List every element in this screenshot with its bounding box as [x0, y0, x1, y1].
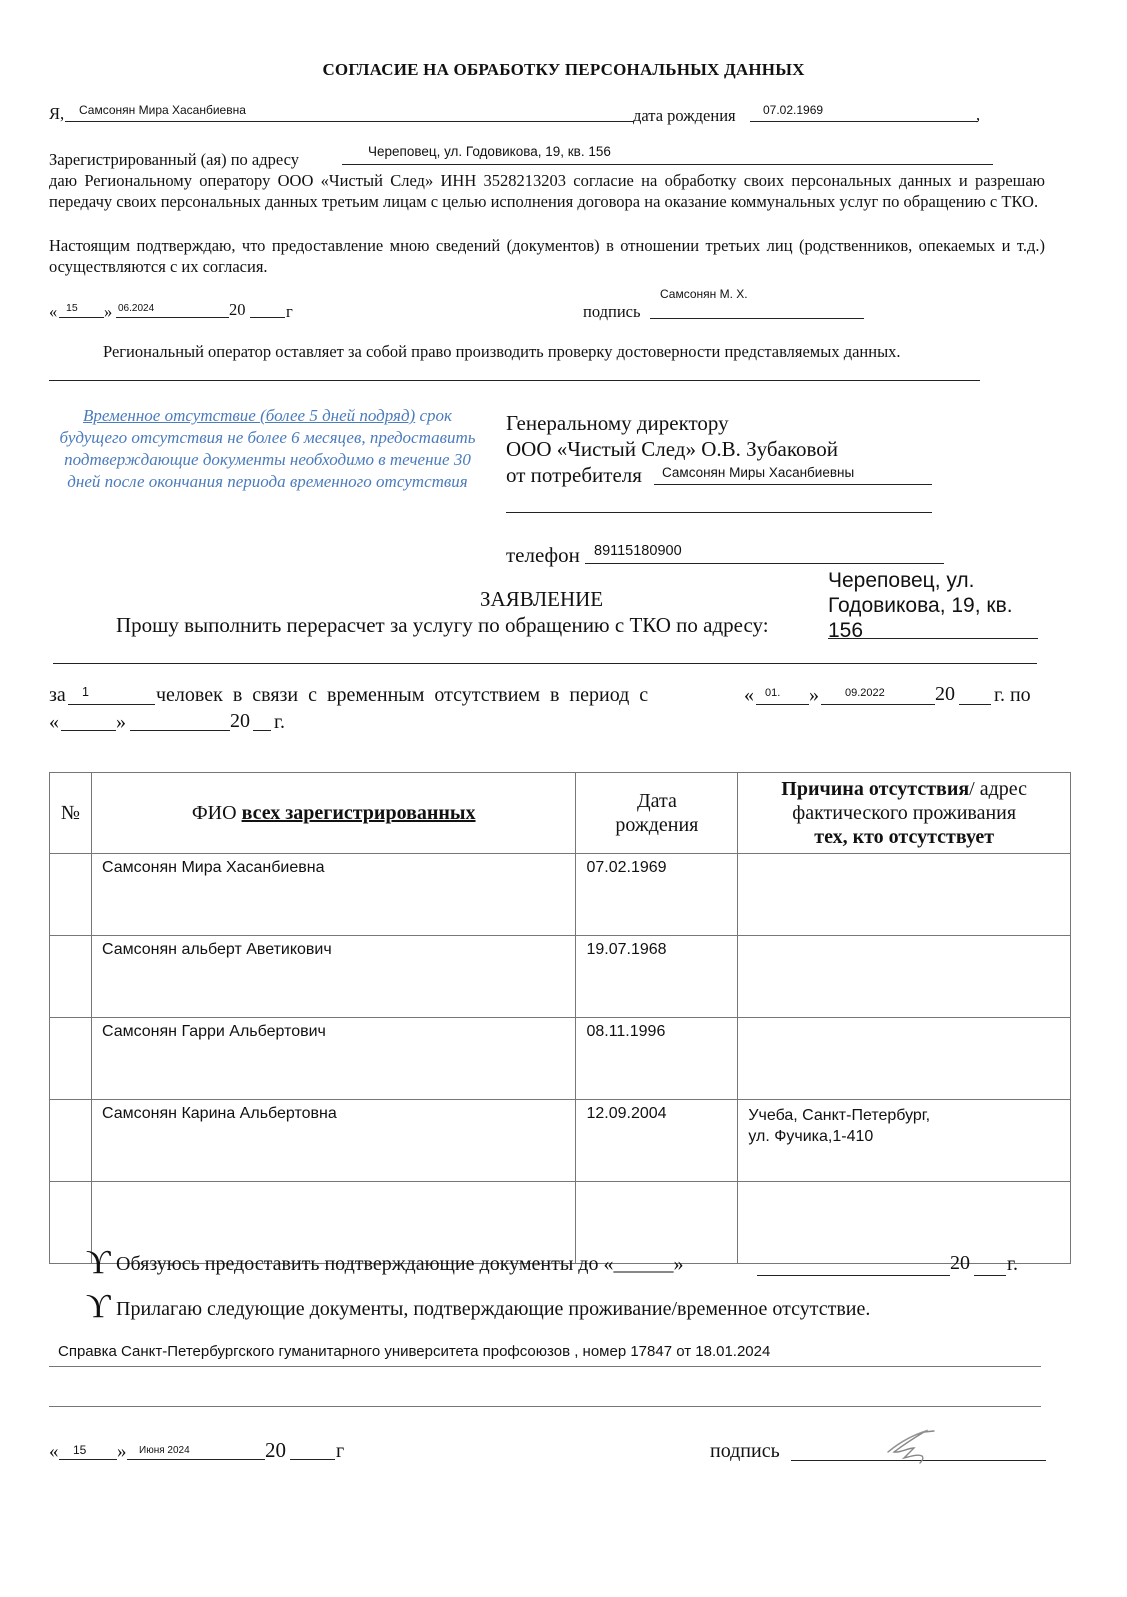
signature-label: подпись [583, 302, 641, 321]
cell-birth-text [576, 1182, 737, 1185]
cell-fio-text: Самсонян Карина Альбертовна [101, 1105, 337, 1122]
cell-reason[interactable] [738, 1018, 1071, 1100]
to-month-field[interactable] [130, 710, 230, 731]
from-day-value: 01. [765, 687, 781, 699]
header-birth [576, 773, 738, 854]
cell-fio[interactable] [91, 1018, 576, 1100]
comma: , [976, 105, 981, 124]
consent-paragraph-2: Настоящим подтверждаю, что предоставление мною сведений (документов) в отношении третьих лиц (родственников, опекаемых и т.д.) осуществляются с их согласия. [49, 236, 1045, 276]
date-year-suffix: г [286, 302, 293, 321]
cell-reason[interactable] [738, 936, 1071, 1018]
bullet-icon: ϒ [86, 1288, 111, 1325]
footer-signature-label: подпись [710, 1440, 780, 1462]
header-fio-prefix: ФИО [191, 802, 242, 824]
cell-num[interactable] [50, 936, 92, 1018]
cell-num[interactable] [50, 1100, 92, 1182]
cell-birth-text: 07.02.1969 [586, 859, 667, 876]
to-year-suffix: г. [274, 711, 285, 733]
cell-birth-text: 12.09.2004 [586, 1105, 667, 1122]
cell-fio-text: Самсонян Гарри Альбертович [101, 1023, 326, 1040]
registered-address-value: Череповец, ул. Годовикова, 19, кв. 156 [368, 144, 611, 159]
commitment-1-year-field[interactable] [974, 1253, 1006, 1276]
phone-label: телефон [506, 543, 580, 567]
ya-label: Я, [49, 104, 65, 123]
from-year-field[interactable] [959, 684, 991, 705]
to-text: г. по [994, 684, 1031, 706]
cell-fio-text [92, 1182, 576, 1185]
date-open-quote: « [49, 302, 58, 321]
cell-num[interactable] [50, 854, 92, 936]
cell-fio[interactable] [91, 1182, 576, 1264]
request-address-line-2: Годовикова, 19, кв. [828, 594, 1013, 617]
table-row [50, 936, 1071, 1018]
footer-day-field[interactable] [59, 1441, 117, 1460]
signature-field[interactable] [650, 300, 864, 319]
full-name-value: Самсонян Мира Хасанбиевна [79, 103, 246, 117]
signature-name: Самсонян М. Х. [660, 287, 748, 301]
temporary-absence-note-text: срок будущего отсутствия не более 6 месяцев, предоставить подтверждающие документы необходимо в течение 30 дней после окончания периода временного отсутствия [59, 406, 476, 491]
operator-note: Региональный оператор оставляет за собой право производить проверку достоверности представляемых данных. [103, 342, 901, 361]
cell-birth[interactable] [576, 854, 738, 936]
date-year-prefix: 20 [229, 300, 246, 319]
from-consumer-value: Самсонян Миры Хасанбиевны [662, 465, 855, 480]
table-row [50, 1182, 1071, 1264]
footer-year-suffix: г [336, 1440, 345, 1462]
cell-birth[interactable] [576, 1182, 738, 1264]
birth-date-value: 07.02.1969 [763, 103, 824, 117]
temporary-absence-note-underlined: Временное отсутствие (более 5 дней подряд) [83, 406, 416, 425]
commitment-2-text: Прилагаю следующие документы, подтверждающие проживание/временное отсутствие. [116, 1298, 871, 1320]
table-row [50, 854, 1071, 936]
cell-reason[interactable] [738, 1182, 1071, 1264]
cell-fio-text: Самсонян альберт Аветикович [101, 941, 332, 958]
date-close-quote: » [104, 302, 113, 321]
bullet-icon: ϒ [86, 1244, 111, 1281]
footer-year-prefix: 20 [265, 1438, 286, 1462]
cell-reason-line-2: ул. Фучика,1-410 [748, 1128, 874, 1145]
consent-title: СОГЛАСИЕ НА ОБРАБОТКУ ПЕРСОНАЛЬНЫХ ДАННЫХ [322, 60, 805, 79]
to-day-field[interactable] [61, 710, 116, 731]
birth-date-label: дата рождения [633, 106, 736, 125]
za-label: за [49, 684, 66, 706]
table-row [50, 1018, 1071, 1100]
header-birth-line-2: рождения [615, 814, 699, 836]
to-open-quote: « [49, 711, 59, 733]
commitment-1-text: Обязуюсь предоставить подтверждающие документы до «______» [116, 1253, 684, 1275]
addressee-line-1: Генеральному директору [506, 411, 729, 435]
attached-document-field-line-2[interactable] [49, 1386, 1041, 1407]
footer-month-value: Июня 2024 [139, 1445, 190, 1456]
cell-num[interactable] [50, 1018, 92, 1100]
attached-document-value: Справка Санкт-Петербургского гуманитарного университета профсоюзов , номер 17847 от 18.01.2024 [58, 1343, 771, 1360]
cell-fio-text: Самсонян Мира Хасанбиевна [101, 859, 325, 876]
header-fio-bold: всех зарегистрированных [241, 802, 476, 824]
request-text: Прошу выполнить перерасчет за услугу по обращению с ТКО по адресу: [116, 613, 769, 637]
registered-label: Зарегистрированный (ая) по адресу [49, 150, 299, 169]
phone-value: 89115180900 [594, 543, 682, 559]
from-month-value: 09.2022 [845, 687, 885, 699]
header-num: № [50, 773, 92, 854]
footer-day-value: 15 [73, 1443, 87, 1457]
cell-reason[interactable] [738, 1100, 1071, 1182]
cell-reason[interactable] [738, 854, 1071, 936]
header-birth-line-1: Дата [636, 790, 677, 812]
from-day-field[interactable] [756, 684, 809, 705]
request-address-field[interactable] [828, 620, 1038, 639]
footer-year-field[interactable] [290, 1441, 335, 1460]
table-header-row [50, 773, 1071, 854]
from-close-quote: » [809, 684, 819, 706]
addressee-line-2: ООО «Чистый След» О.В. Зубаковой [506, 437, 839, 461]
cell-birth[interactable] [576, 1100, 738, 1182]
header-reason-bold-2: тех, кто отсутствует [814, 826, 995, 848]
persons-count-value: 1 [82, 685, 89, 699]
cell-fio[interactable] [91, 936, 576, 1018]
attached-document-field[interactable] [49, 1346, 1041, 1367]
from-consumer-label: от потребителя [506, 463, 642, 487]
from-year-prefix: 20 [935, 683, 955, 705]
table-row [50, 1100, 1071, 1182]
request-address-line-1: Череповец, ул. [828, 569, 975, 592]
cell-birth-text: 08.11.1996 [586, 1023, 666, 1040]
cell-reason-line-1: Учеба, Санкт-Петербург, [748, 1107, 931, 1124]
from-consumer-field-line-2[interactable] [506, 494, 932, 513]
temporary-absence-note [55, 405, 480, 493]
date-year-field[interactable] [250, 300, 285, 318]
handwritten-signature-icon [884, 1426, 944, 1464]
cell-birth[interactable] [576, 936, 738, 1018]
header-reason-rest: / адрес фактического проживания [792, 778, 1028, 824]
section-divider [49, 370, 980, 381]
request-address-field-line-2[interactable] [53, 645, 1037, 664]
footer-close-quote: » [117, 1441, 127, 1462]
header-reason-bold: Причина отсутствия [781, 778, 970, 800]
commitment-1-month-field[interactable] [757, 1253, 950, 1276]
to-close-quote: » [116, 711, 126, 733]
from-open-quote: « [744, 684, 754, 706]
commitment-1-suffix: г. [1007, 1253, 1018, 1275]
date-day-value: 15 [66, 302, 78, 314]
cell-birth-text: 19.07.1968 [586, 941, 667, 958]
commitment-1-year-prefix: 20 [950, 1252, 970, 1274]
to-year-field[interactable] [253, 710, 271, 731]
header-reason [738, 773, 1071, 854]
registered-persons-table [49, 772, 1071, 1264]
application-title: ЗАЯВЛЕНИЕ [480, 587, 604, 611]
consent-paragraph-1: даю Региональному оператору ООО «Чистый След» ИНН 3528213203 согласие на обработку своих персональных данных и разрешаю передачу своих персональных данных третьим лицам с целью исполнения договора на оказание коммунальных услуг по обращению с ТКО. [49, 171, 1045, 211]
cell-birth[interactable] [576, 1018, 738, 1100]
period-text: человек в связи с временным отсутствием в период с [156, 684, 649, 706]
header-fio [91, 773, 576, 854]
cell-fio[interactable] [91, 854, 576, 936]
request-address-line-3: 156 [828, 619, 864, 642]
to-year-prefix: 20 [230, 710, 250, 732]
date-month-value: 06.2024 [118, 303, 155, 314]
cell-fio[interactable] [91, 1100, 576, 1182]
footer-open-quote: « [49, 1441, 59, 1462]
